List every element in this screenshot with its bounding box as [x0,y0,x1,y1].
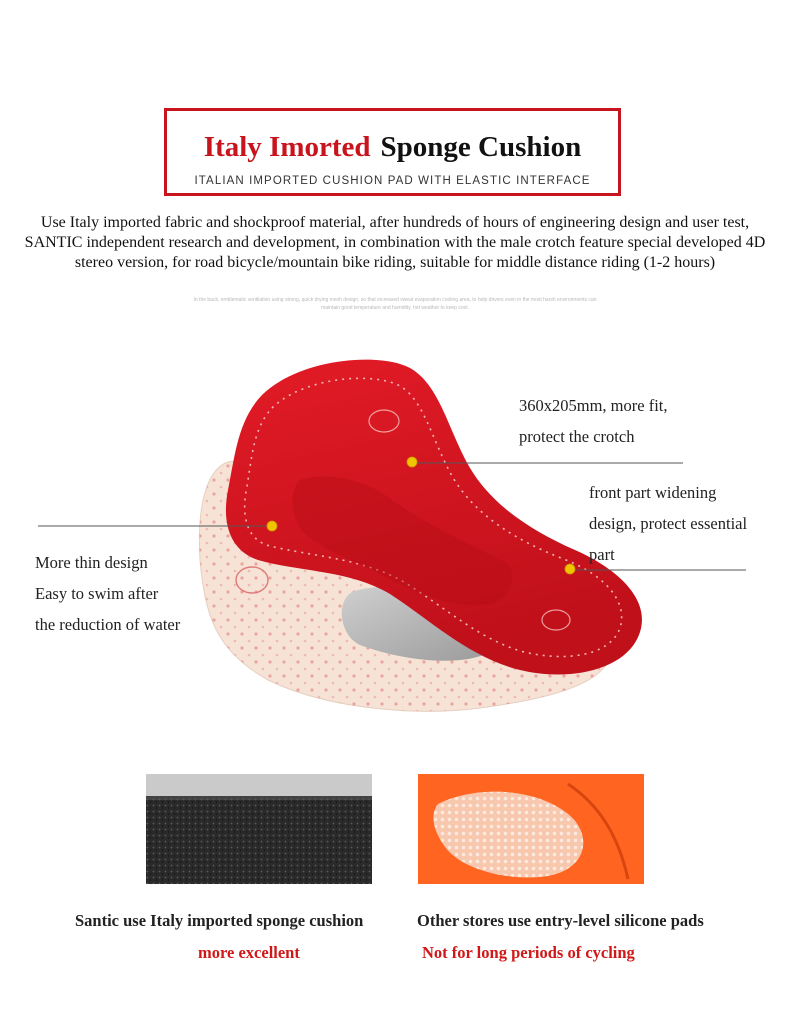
title-highlight: Italy Imorted [203,131,371,163]
intro-paragraph: Use Italy imported fabric and shockproof material, after hundreds of hours of engineering design and user test, SANTIC independent research and development, in combination with the male crotch feature special developed 4D stereo version, for road bicycle/mountain bike riding, suitable for middle distance riding (1-2 hours) [24,214,766,271]
callout-size-line-1: 360x205mm, more fit, [519,396,668,415]
callout-front-line-2: design, protect essential [589,514,748,533]
silicone-verdict: Not for long periods of cycling [422,943,635,962]
callout-front-line-1: front part widening [589,483,717,502]
callout-thin-line-3: the reduction of water [35,615,181,634]
silicone-photo [418,774,644,884]
sponge-caption: Santic use Italy imported sponge cushion [75,911,364,930]
intro-fine-print: In the back, emblematic ventilation using strong, quick drying mesh design, so that increased sweat evaporation cooling area, to help drivers even in the most harsh environments can maintain good temperature and humidity, hot weather to keep cool. [193,297,597,311]
callout-thin [35,547,180,640]
title-box [164,108,621,196]
sponge-photo [146,774,372,884]
callout-thin-line-1: More thin design [35,553,148,572]
sponge-verdict: more excellent [198,943,300,962]
silicone-caption: Other stores use entry-level silicone pads [417,911,704,930]
title-subtitle: ITALIAN IMPORTED CUSHION PAD WITH ELASTIC INTERFACE [194,175,591,187]
callout-front [589,477,747,570]
callout-size [519,390,667,452]
callout-front-line-3: part [589,545,615,564]
callout-size-line-2: protect the crotch [519,427,635,446]
page-title [167,131,618,164]
title-main: Sponge Cushion [380,131,582,163]
callout-thin-line-2: Easy to swim after [35,584,159,603]
